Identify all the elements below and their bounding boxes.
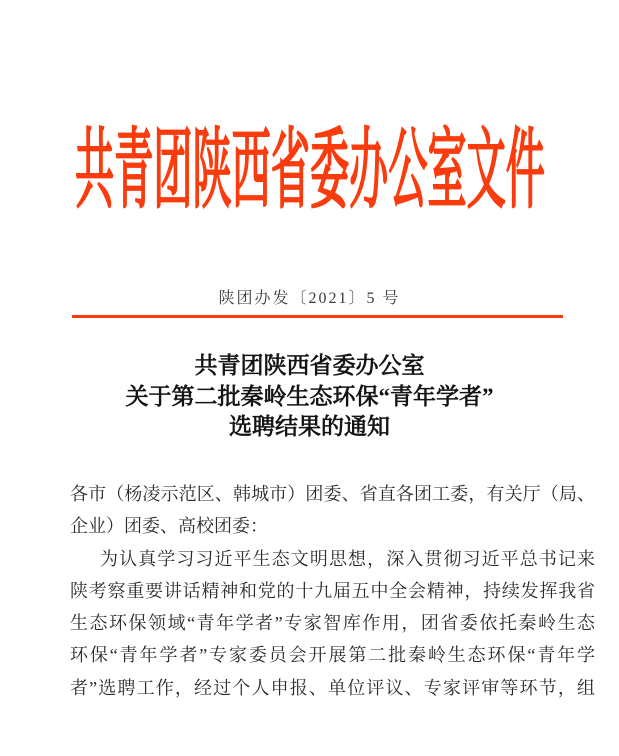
red-header-banner: [0, 123, 619, 220]
salutation-line-2: 企业）团委、高校团委：: [70, 516, 268, 537]
paragraph-line-5: 者”选聘工作，经过个人申报、单位评议、专家评审等环节，组: [70, 677, 595, 698]
document-number: 陕团办发〔2021〕5 号: [218, 290, 401, 307]
red-divider-line: [72, 315, 563, 318]
salutation-line-1: 各市（杨凌示范区、韩城市）团委、省直各团工委，有关厅（局、: [70, 484, 595, 504]
paragraph-line-2: 陕考察重要讲话精神和党的十九届五中全会精神，持续发挥我省: [70, 580, 595, 601]
title-line-3: 选聘结果的通知: [229, 414, 390, 439]
paragraph-line-4: 环保“青年学者”专家委员会开展第二批秦岭生态环保“青年学: [70, 645, 595, 666]
document-body: [70, 478, 595, 704]
title-line-1: 共青团陕西省委办公室: [194, 353, 425, 378]
issuing-agency-banner-text: 共青团陕西省委办公室文件: [74, 123, 545, 220]
paragraph-line-3: 生态环保领域“青年学者”专家智库作用，团省委依托秦岭生态: [70, 613, 595, 634]
document-title: [0, 351, 619, 443]
paragraph-line-1: 为认真学习习近平生态文明思想，深入贯彻习近平总书记来: [100, 548, 595, 569]
title-line-2: 关于第二批秦岭生态环保“青年学者”: [125, 383, 494, 409]
